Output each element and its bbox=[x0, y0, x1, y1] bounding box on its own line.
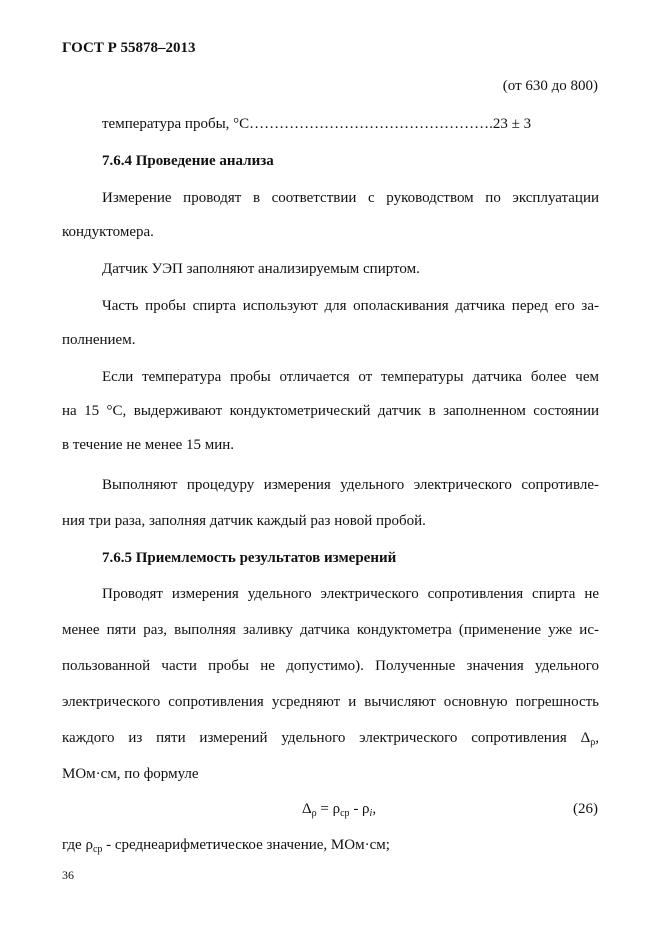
paragraph-line: в течение не менее 15 мин. bbox=[62, 437, 235, 453]
page-number: 36 bbox=[62, 868, 74, 882]
paragraph-line: Датчик УЭП заполняют анализируемым спиртом. bbox=[102, 261, 420, 277]
paragraph-line: пользованной части пробы не допустимо). Полученные значения удельного bbox=[62, 658, 599, 674]
document-header: ГОСТ Р 55878–2013 bbox=[62, 40, 196, 56]
section-title-7-6-4: 7.6.4 Проведение анализа bbox=[102, 153, 274, 169]
equation-number: (26) bbox=[573, 801, 598, 817]
paragraph-line: кондуктомера. bbox=[62, 224, 154, 240]
paragraph-line: Выполняют процедуру измерения удельного электрического сопротивле- bbox=[102, 477, 599, 493]
paragraph-line: Если температура пробы отличается от температуры датчика более чем bbox=[102, 369, 599, 385]
paragraph-line: МОм·см, по формуле bbox=[62, 766, 199, 782]
formula: $\Delta_\rho = \rho_{ср} - \rho_i$, bbox=[302, 801, 377, 819]
paragraph-line: Проводят измерения удельного электрического сопротивления спирта не bbox=[102, 586, 599, 602]
section-title-7-6-5: 7.6.5 Приемлемость результатов измерений bbox=[102, 550, 397, 566]
paragraph-text: каждого из пяти измерений удельного электрического сопротивления bbox=[62, 730, 567, 746]
paragraph-line: Измерение проводят в соответствии с руководством по эксплуатации bbox=[102, 190, 599, 206]
paragraph-line: электрического сопротивления усредняют и вычисляют основную погрешность bbox=[62, 694, 599, 710]
paragraph-line: менее пяти раз, выполняя заливку датчика кондуктометра (применение уже ис- bbox=[62, 622, 599, 638]
paragraph-line bbox=[62, 728, 599, 753]
temperature-line: температура пробы, °С………………………………………….23 ± 3 bbox=[102, 116, 532, 132]
paragraph-line: на 15 °С, выдерживают кондуктометрический датчик в заполненном состоянии bbox=[62, 403, 599, 419]
paragraph-line: полнением. bbox=[62, 332, 136, 348]
range-note: (от 630 до 800) bbox=[502, 78, 598, 94]
where-line: где $\rho_{ср}$ - среднеарифметическое значение, МОм·см; bbox=[62, 837, 390, 855]
paragraph-line: Часть пробы спирта используют для ополаскивания датчика перед его за- bbox=[102, 298, 599, 314]
paragraph-line: ния три раза, заполняя датчик каждый раз новой пробой. bbox=[62, 513, 426, 529]
delta-symbol: $\Delta_\rho$, bbox=[580, 730, 599, 748]
